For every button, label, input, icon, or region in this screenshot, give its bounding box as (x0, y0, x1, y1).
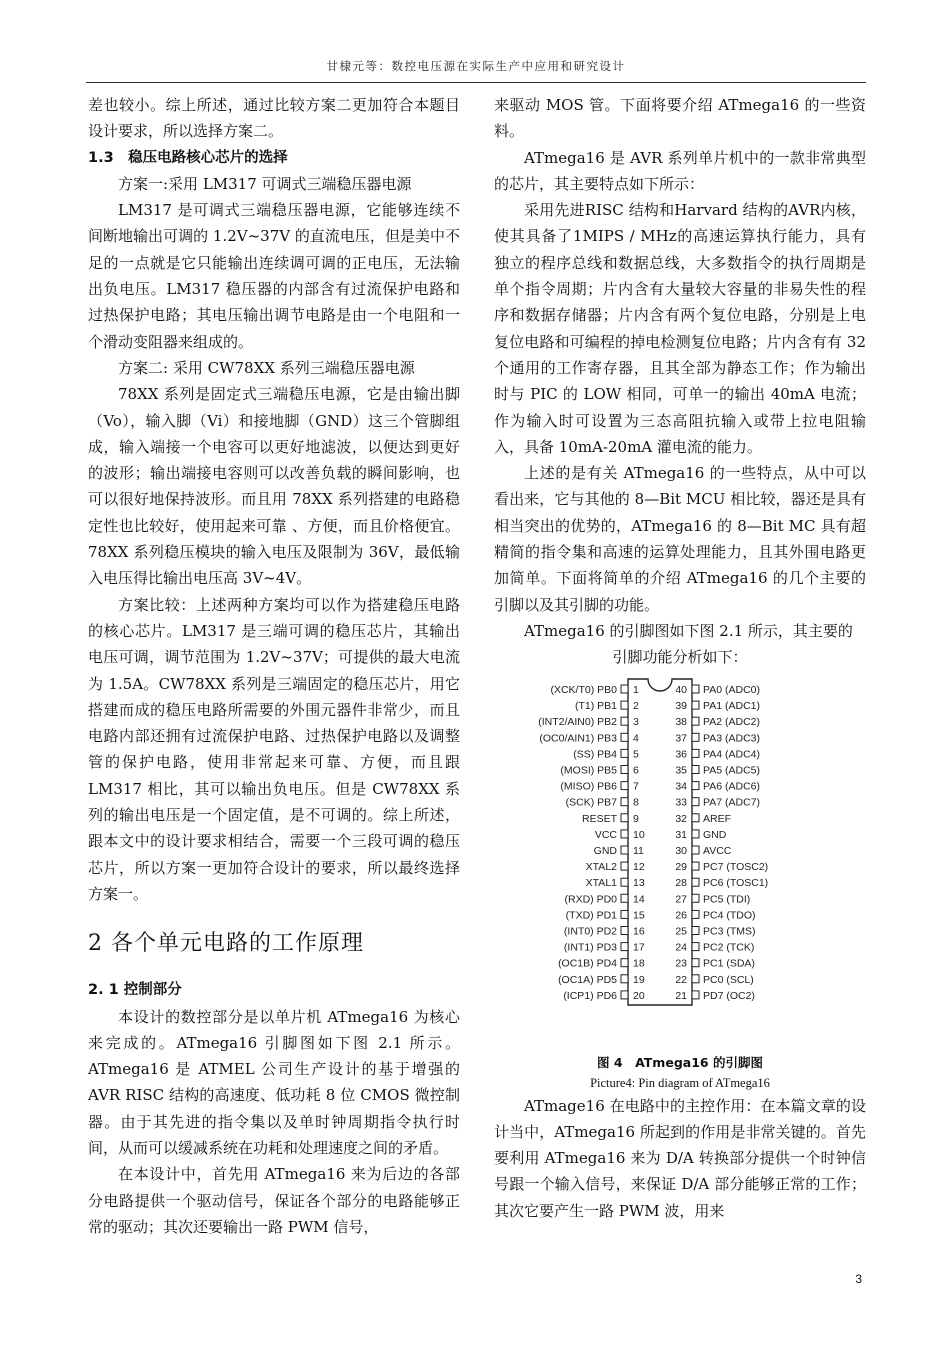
pin-stub (621, 974, 628, 982)
pin-label: (MISO) PB6 (560, 780, 617, 793)
pin-label: (RXD) PD0 (564, 892, 617, 905)
pin-number: 17 (633, 941, 645, 954)
paragraph: 来驱动 MOS 管。下面将要介绍 ATmega16 的一些资料。 (494, 96, 866, 141)
paragraph: 方案一:采用 LM317 可调式三端稳压器电源 (118, 174, 412, 193)
pin-stub (621, 958, 628, 966)
figure-caption-en: Picture4: Pin diagram of ATmega16 (590, 1075, 770, 1090)
pin-number: 5 (633, 747, 639, 760)
pin-stub (621, 829, 628, 837)
pin-number: 8 (633, 796, 639, 809)
pin-diagram-figure (494, 671, 866, 1051)
pin-label: RESET (581, 812, 617, 825)
pin-label: (INT0) PD2 (563, 925, 617, 938)
paragraph: 在本设计中，首先用 ATmega16 来为后边的各部分电路提供一个驱动信号，保证各个部分的电路能够正常的驱动；其次还要输出一路 PWM 信号， (88, 1165, 460, 1236)
pin-stub (621, 781, 628, 789)
pin-stub (692, 910, 699, 918)
pin-number: 29 (675, 860, 687, 873)
pin-number: 11 (633, 844, 644, 857)
pin-stub (621, 813, 628, 821)
pin-number: 28 (675, 876, 687, 889)
pin-stub (621, 797, 628, 805)
paragraph: 78XX 系列是固定式三端稳压电源，它是由输出脚（Vo），输入脚（Vi）和接地脚（GND）这三个管脚组成，输入端接一个电容可以更好地滤波，以便达到更好的波形；输出端接电容则可以改善负载的瞬间影响，也可以很好地保持波形。而且用 78XX 系列搭建的电路稳定性也比较好，使用起来可靠 、方便，而且价格便宜。78XX 系列稳压模块的输入电压及限制为 36V，最低输入电压得比输出电压高 3V~4V。 (88, 385, 460, 588)
pin-label: (XCK/T0) PB0 (550, 683, 617, 696)
pin-stub (692, 813, 699, 821)
pin-stub (692, 765, 699, 773)
pin-stub (621, 846, 628, 854)
pin-number: 34 (675, 780, 687, 793)
pin-label: PC1 (SDA) (703, 957, 755, 970)
pin-stub (621, 749, 628, 757)
pin-label: (ICP1) PD6 (563, 989, 617, 1002)
running-header: 甘棣元等：数控电压源在实际生产中应用和研究设计 (326, 59, 626, 73)
pin-number: 27 (675, 892, 687, 905)
pin-number: 15 (633, 908, 645, 921)
pin-label: (MOSI) PB5 (560, 764, 617, 777)
pin-number: 36 (675, 747, 687, 760)
paragraph: 采用先进RISC 结构和Harvard 结构的AVR内核，使其具备了1MIPS / MHz的高速运算执行能力，具有独立的程序总线和数据总线，大多数指令的执行周期是单个指令周期；片内含有大量较大容量的非易失性的程序和数据存储器；片内含有两个复位电路，分别是上电复位电路和可编程的掉电检测复位电路；片内含有有 32 个通用的工作寄存器，且其全部为静态工作；作为输出时与 PIC 的 LOW 相同，可单一的输出 40mA 电流；作为输入时可设置为三态高阻抗输入或带上拉电阻输入，具备 10mA-20mA 灌电流的能力。 (494, 201, 866, 456)
pin-number: 40 (675, 683, 687, 696)
pin-number: 14 (633, 892, 645, 905)
paragraph: LM317 是可调式三端稳压器电源，它能够连续不间断地输出可调的 1.2V~37V 的直流电压，但是美中不足的一点就是它只能输出连续调可调的正电压，无法输出负电压。LM317 稳压器的内部含有过流保护电路和过热保护电路；其电压输出调节电路是由一个电阻和一个滑动变阻器来组成的。 (88, 201, 460, 351)
pin-number: 22 (675, 973, 687, 986)
page-number: 3 (855, 1272, 862, 1286)
paragraph: ATmega16 是 AVR 系列单片机中的一款非常典型的芯片，其主要特点如下所示： (494, 148, 866, 193)
section-heading-1-3: 1.3 稳压电路核心芯片的选择 (88, 149, 288, 166)
pin-number: 20 (633, 989, 645, 1002)
pin-stub (621, 862, 628, 870)
pin-number: 24 (675, 941, 687, 954)
pin-stub (621, 717, 628, 725)
pin-number: 39 (675, 699, 687, 712)
pin-stub (692, 797, 699, 805)
pin-label: PA3 (ADC3) (703, 731, 760, 744)
pin-stub (692, 926, 699, 934)
pin-stub (692, 733, 699, 741)
pin-number: 10 (633, 828, 645, 841)
pin-number: 4 (633, 731, 639, 744)
pin-label: (OC0/AIN1) PB3 (539, 731, 617, 744)
pin-stub (692, 878, 699, 886)
header-rule (86, 82, 866, 83)
pin-stub (692, 781, 699, 789)
pin-stub (621, 878, 628, 886)
figure-caption-zh: 图 4 ATmega16 的引脚图 (597, 1054, 763, 1070)
pin-number: 16 (633, 925, 645, 938)
paragraph: ATmage16 在电路中的主控作用：在本篇文章的设计当中，ATmega16 所起到的作用是非常关键的。首先要利用 ATmega16 来为 D/A 转换部分提供一个时钟信号跟一个输入信号，来保证 D/A 部分能够正常的工作；其次它要产生一路 PWM 波，用来 (494, 1096, 866, 1220)
pin-number: 35 (675, 764, 687, 777)
pin-number: 1 (633, 683, 639, 696)
pin-number: 9 (633, 812, 639, 825)
pin-number: 19 (633, 973, 645, 986)
pin-stub (621, 990, 628, 998)
pin-stub (621, 765, 628, 773)
pin-number: 25 (675, 925, 687, 938)
paragraph: 差也较小。综上所述，通过比较方案二更加符合本题目设计要求，所以选择方案二。 (88, 96, 460, 141)
pin-stub (692, 717, 699, 725)
pin-stub (692, 749, 699, 757)
pin-label: AREF (703, 812, 732, 825)
pin-stub (692, 942, 699, 950)
pin-label: (SCK) PB7 (565, 796, 617, 809)
pin-stub (692, 974, 699, 982)
pin-stub (621, 910, 628, 918)
pin-number: 12 (633, 860, 645, 873)
pin-label: PA6 (ADC6) (703, 780, 760, 793)
pin-label: (T1) PB1 (574, 699, 617, 712)
pin-stub (621, 733, 628, 741)
pin-label: PC6 (TOSC1) (703, 876, 769, 889)
pin-stub (692, 829, 699, 837)
paragraph: 方案比较：上述两种方案均可以作为搭建稳压电路的核心芯片。LM317 是三端可调的稳压芯片，其输出电压可调，调节范围为 1.2V~37V；可提供的最大电流为 1.5A。CW78XX 系列是三端固定的稳压芯片，用它搭建而成的稳压电路所需要的外围元器件非常少，而且电路内部还拥有过流保护电路、过热保护电路以及调整管的保护电路，使用非常起来可靠、方便，而且跟 LM317 相比，其可以输出负电压。但是 CW78XX 系列的输出电压是一个固定值，是不可调的。综上所述，跟本文中的设计要求相结合，需要一个三段可调的稳压芯片，所以方案一更加符合设计的要求，所以最终选择方案一。 (88, 595, 460, 903)
pin-diagram (494, 671, 866, 1011)
paragraph: 上述的是有关 ATmega16 的一些特点，从中可以看出来，它与其他的 8—Bit MCU 相比较，器还是具有相当突出的优势的，ATmega16 的 8—Bit MC 具有超精简的指令集和高速的运算处理能力，且其外围电路更加简单。下面将简单的介绍 ATmega16 的几个主要的引脚以及其引脚的功能。 (494, 464, 866, 614)
pin-number: 13 (633, 876, 645, 889)
section-heading-2-1: 2. 1 控制部分 (88, 982, 182, 999)
paragraph: 本设计的数控部分是以单片机 ATmega16 为核心来完成的。ATmega16 引脚图如下图 2.1 所示。ATmega16 是 ATMEL 公司生产设计的基于增强的 AVR RISC 结构的高速度、低功耗 8 位 CMOS 微控制器。由于其先进的指令集以及单时钟周期指令执行时间，从而可以缓减系统在功耗和处理速度之间的矛盾。 (88, 1007, 460, 1157)
pin-label: GND (703, 828, 727, 841)
pin-label: (SS) PB4 (573, 747, 617, 760)
pin-number: 18 (633, 957, 645, 970)
pin-label: (OC1B) PD4 (558, 957, 617, 970)
pin-label: VCC (594, 828, 617, 841)
pin-stub (692, 862, 699, 870)
pin-label: AVCC (703, 844, 732, 857)
right-column (494, 92, 866, 1224)
pin-label: PC0 (SCL) (703, 973, 754, 986)
pin-label: PC2 (TCK) (703, 941, 755, 954)
pin-label: PA7 (ADC7) (703, 796, 760, 809)
pin-stub (692, 894, 699, 902)
pin-stub (621, 894, 628, 902)
pin-stub (692, 701, 699, 709)
pin-stub (692, 846, 699, 854)
pin-number: 31 (675, 828, 687, 841)
pin-label: PD7 (OC2) (703, 989, 755, 1002)
pin-label: (INT2/AIN0) PB2 (538, 715, 617, 728)
pin-stub (692, 990, 699, 998)
pin-stub (692, 685, 699, 693)
pin-label: (TXD) PD1 (565, 908, 617, 921)
pin-label: XTAL2 (585, 860, 617, 873)
pin-label: GND (593, 844, 617, 857)
pin-stub (621, 685, 628, 693)
pin-label: PC7 (TOSC2) (703, 860, 769, 873)
pin-stub (621, 926, 628, 934)
pin-label: PC4 (TDO) (703, 908, 756, 921)
pin-number: 37 (675, 731, 687, 744)
pin-label: (INT1) PD3 (563, 941, 617, 954)
pin-label: XTAL1 (585, 876, 617, 889)
pin-number: 33 (675, 796, 687, 809)
pin-number: 7 (633, 780, 639, 793)
pin-label: PC5 (TDI) (703, 892, 751, 905)
pin-number: 3 (633, 715, 639, 728)
pin-label: PA4 (ADC4) (703, 747, 760, 760)
section-heading-2: 2 各个单元电路的工作原理 (88, 931, 364, 957)
pin-number: 38 (675, 715, 687, 728)
paragraph: 方案二: 采用 CW78XX 系列三端稳压器电源 (118, 358, 415, 377)
pin-label: PA0 (ADC0) (703, 683, 760, 696)
pin-stub (621, 942, 628, 950)
pin-number: 26 (675, 908, 687, 921)
pin-number: 2 (633, 699, 639, 712)
pin-label: PC3 (TMS) (703, 925, 756, 938)
pin-stub (621, 701, 628, 709)
pin-label: PA1 (ADC1) (703, 699, 760, 712)
pin-number: 6 (633, 764, 639, 777)
paragraph: 引脚功能分析如下： (612, 648, 748, 667)
left-column (88, 92, 460, 1240)
pin-number: 32 (675, 812, 687, 825)
pin-label: PA5 (ADC5) (703, 764, 760, 777)
pin-number: 30 (675, 844, 687, 857)
pin-label: PA2 (ADC2) (703, 715, 760, 728)
pin-stub (692, 958, 699, 966)
pin-number: 23 (675, 957, 687, 970)
pin-label: (OC1A) PD5 (558, 973, 617, 986)
pin-number: 21 (675, 989, 687, 1002)
paragraph: ATmega16 的引脚图如下图 2.1 所示，其主要的 (524, 621, 853, 640)
